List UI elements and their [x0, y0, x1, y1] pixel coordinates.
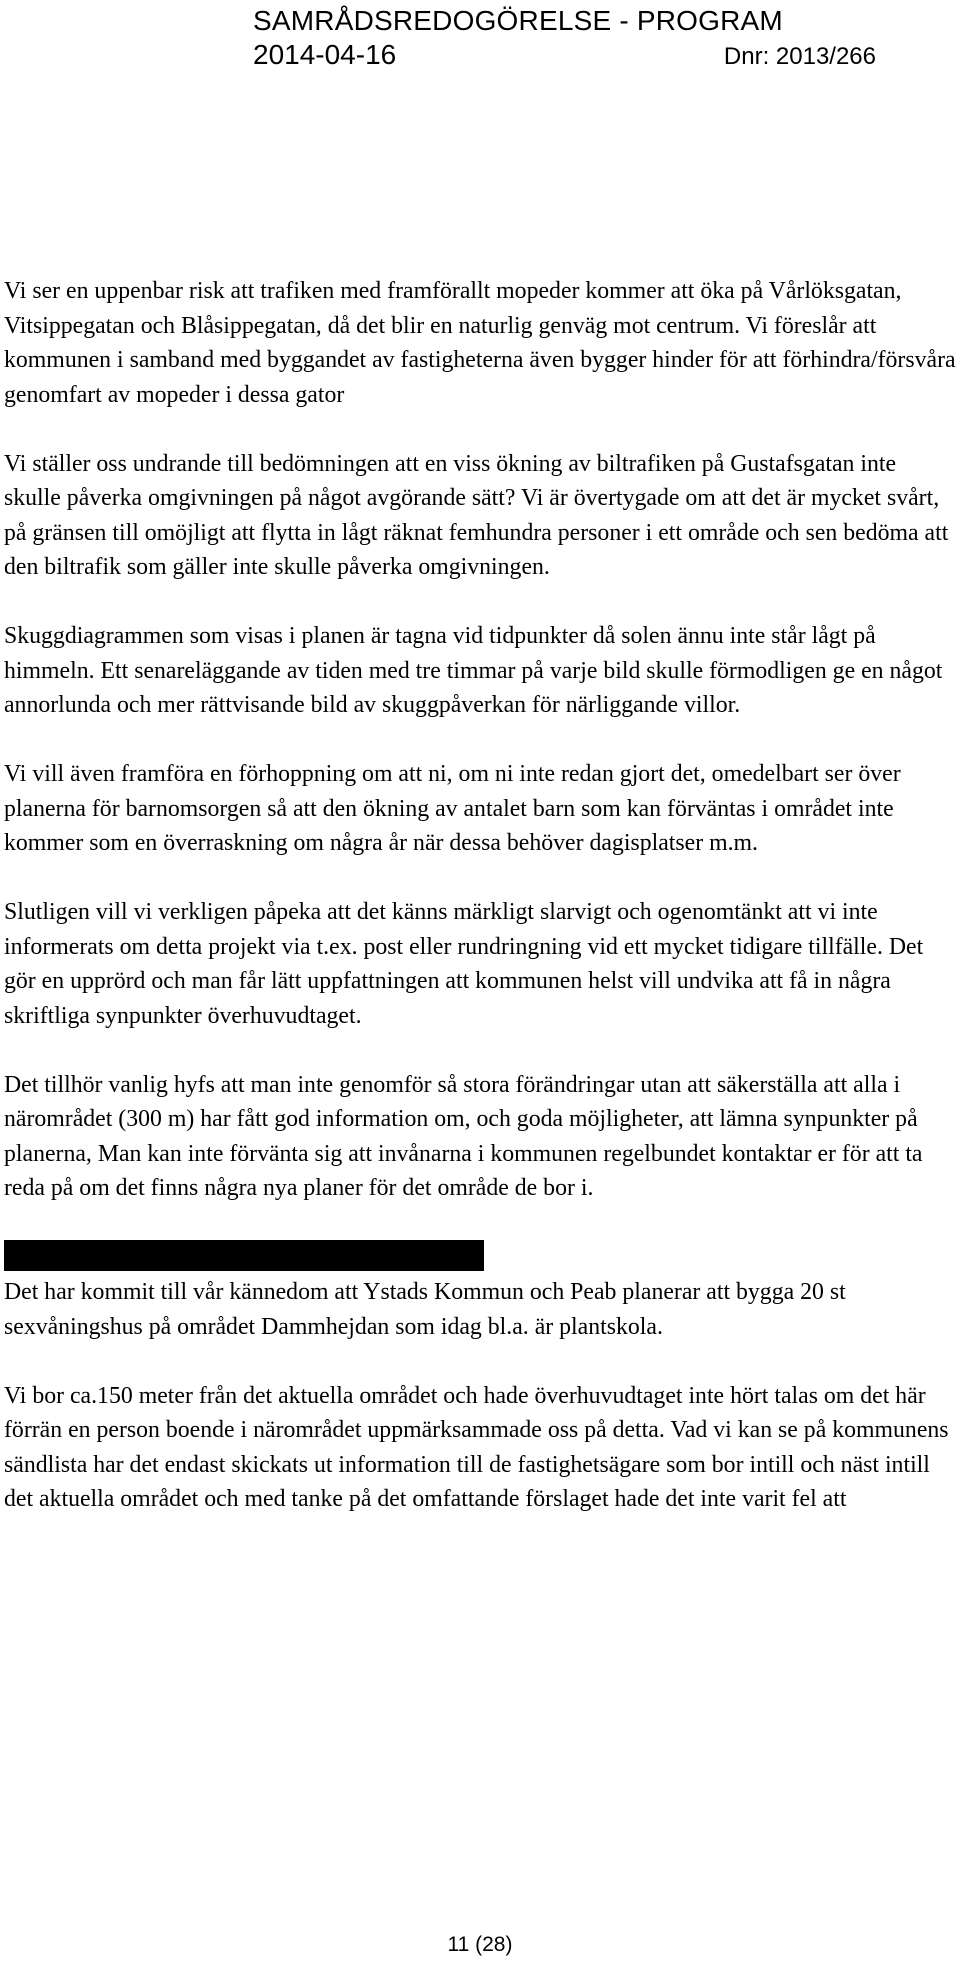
- document-body: [4, 274, 956, 1517]
- document-date: 2014-04-16: [253, 39, 397, 70]
- header-meta-row: [253, 38, 893, 74]
- header-title-row: [253, 4, 893, 38]
- redaction-bar: [4, 1240, 484, 1271]
- paragraph-courtesy: Det tillhör vanlig hyfs att man inte genomför så stora förändringar utan att säkerställa att alla i närområdet (300 m) har fått god information om, och goda möjligheter, att lämna synpunkter på planerna, Man kan inte förvänta sig att invånarna i kommunen regelbundet kontaktar er för att ta reda på om det finns några nya planer för det område de bor i.: [4, 1071, 923, 1201]
- page-header: [253, 4, 893, 74]
- paragraph-distance: Vi bor ca.150 meter från det aktuella området och hade överhuvudtaget inte hört talas om det här förrän en person boende i närområdet uppmärksammade oss på detta. Vad vi kan se på kommunens sändlista har det endast skickats ut information till de fastighetsägare som bor intill och näst intill det aktuella området och med tanke på det omfattande förslaget hade det inte varit fel att: [4, 1382, 949, 1512]
- paragraph-shadow-diagrams: Skuggdiagrammen som visas i planen är tagna vid tidpunkter då solen ännu inte står lågt på himmeln. Ett senareläggande av tiden med tre timmar på varje bild skulle förmodligen ge en något annorlunda och mer rättvisande bild av skuggpåverkan för närliggande villor.: [4, 623, 943, 718]
- page-number: 11 (28): [447, 1933, 513, 1956]
- paragraph-dammhejdan: Det har kommit till vår kännedom att Ystads Kommun och Peab planerar att bygga 20 st sexvåningshus på området Dammhejdan som idag bl.a. är plantskola.: [4, 1279, 846, 1340]
- paragraph-car-traffic: Vi ställer oss undrande till bedömningen att en viss ökning av biltrafiken på Gustafsgatan inte skulle påverka omgivningen på något avgörande sätt? Vi är övertygade om att det är mycket svårt, på gränsen till omöjligt att flytta in lågt räknat femhundra personer i ett område och sen bedöma att den biltrafik som gäller inte skulle påverka omgivningen.: [4, 450, 949, 580]
- paragraph-information: Slutligen vill vi verkligen påpeka att det känns märkligt slarvigt och ogenomtänkt att vi inte informerats om detta projekt via t.ex. post eller rundringning vid ett mycket tidigare tillfälle. Det gör en upprörd och man får lätt uppfattningen att kommunen helst vill undvika att få in några skriftliga synpunkter överhuvudtaget.: [4, 899, 924, 1029]
- paragraph-childcare: Vi vill även framföra en förhoppning om att ni, om ni inte redan gjort det, omedelbart ser över planerna för barnomsorgen så att den ökning av antalet barn som kan förväntas i området inte kommer som en överraskning om några år när dessa behöver dagisplatser m.m.: [4, 761, 901, 856]
- document-diary-number: Dnr: 2013/266: [723, 43, 876, 70]
- document-title: SAMRÅDSREDOGÖRELSE - PROGRAM: [253, 5, 783, 36]
- paragraph-moped-traffic: Vi ser en uppenbar risk att trafiken med framförallt mopeder kommer att öka på Vårlöksgatan, Vitsippegatan och Blåsippegatan, då det blir en naturlig genväg mot centrum. Vi föreslår att kommunen i samband med byggandet av fastigheterna även bygger hinder för att förhindra/försvåra genomfart av mopeder i dessa gator: [4, 278, 956, 408]
